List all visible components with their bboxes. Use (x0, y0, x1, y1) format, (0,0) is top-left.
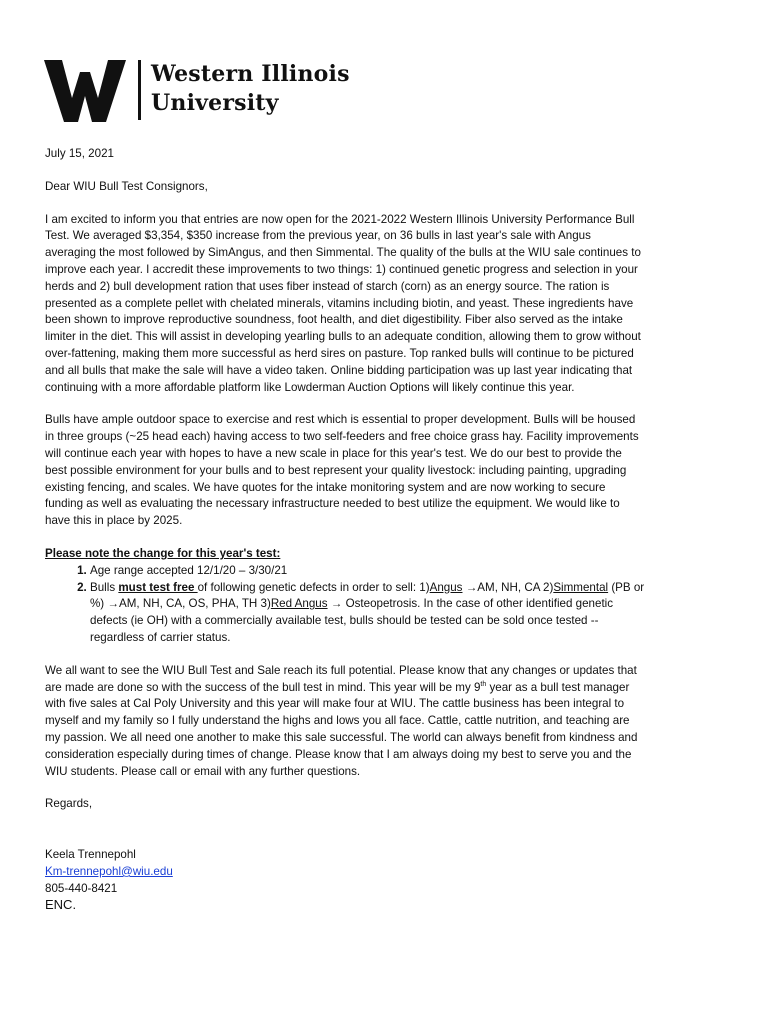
breed-red-angus: Red Angus (270, 597, 328, 611)
university-name-line2: University (151, 90, 279, 116)
signature-block (45, 847, 645, 914)
paragraph-closing (45, 663, 645, 781)
logo-divider (138, 60, 141, 120)
closing-text-1: We all want to see the WIU Bull Test and Sale reach its full potential. Please know that any changes or updates that are made are done so with the success of the bull test in mind. This year will be my 9 (45, 663, 637, 694)
breed-simmental: Simmental (553, 580, 609, 594)
item2-text-3: (PB or %) →AM, NH, CA, OS, PHA, TH 3) (90, 580, 645, 611)
letter-date: July 15, 2021 (45, 147, 114, 160)
closing-text-2: year as a bull test manager with five sales at Cal Poly University and this year will make four at WIU. The cattle business has been integral to myself and my family so I fully understand the highs and lows you all face. Cattle, cattle nutrition, and teaching are my passion. We all need one another to make this sale successful. The world can always benefit from kindness and consideration especially during times of change. Please know that I am always doing my best to serve you and the WIU students. Please call or email with any further questions. (45, 680, 638, 778)
university-logo (44, 60, 350, 122)
letter-salutation: Dear WIU Bull Test Consignors, (45, 179, 208, 193)
breed-angus: Angus (429, 580, 463, 594)
item2-text-1: of following genetic defects in order to sell: 1) (197, 580, 430, 594)
paragraph-entries-open: I am excited to inform you that entries are now open for the 2021-2022 Western Illinois University Performance Bull Test. We averaged $3,354, $350 increase from the previous year, on 36 bulls in last year's sale with Angus averaging the most followed by SimAngus, and then Simmental. The quality of the bulls at the WIU sale continues to improve each year. I accredit these improvements to two things: 1) continued genetic progress and selection in your herds and 2) bull development ration that uses fiber instead of starch (corn) as an energy source. The ration is presented as a complete pellet with chelated minerals, vitamins including biotin, and yeast. These ingredients have been shown to improve reproductive soundness, foot health, and diet digestibility. Fiber also served as the intake limiter in the diet. This will assist in developing yearling bulls to an adequate condition, allowing them to grow without over-fattening, making them more successful as herd sires on pasture. Top ranked bulls will continue to be pictured and all bulls that make the sale will have a video taken. Online bidding participation was up last year indicating that continuing with a more affordable platform like Lowderman Auction Options will likely continue this year. (45, 212, 641, 394)
letter-regards: Regards, (45, 797, 93, 811)
university-name (151, 60, 350, 118)
item2-text-4: → Osteopetrosis. In the case of other identified genetic defects (ie OH) with a commercially available test, bulls should be tested can be sold once tested -- regardless of carrier status. (90, 597, 614, 644)
university-name-line1: Western Illinois (151, 61, 350, 87)
signer-name: Keela Trennepohl (45, 848, 136, 862)
change-item-age-range-text: Age range accepted 12/1/20 – 3/30/21 (90, 563, 288, 577)
signer-email-link[interactable]: Km-trennepohl@wiu.edu (45, 864, 173, 878)
wiu-w-logo-icon (44, 60, 126, 122)
item2-text-2: →AM, NH, CA 2) (462, 580, 554, 594)
change-list (45, 563, 645, 647)
item2-prefix: Bulls (90, 580, 119, 594)
ordinal-suffix: th (480, 680, 487, 688)
change-item-age-range (90, 563, 645, 580)
change-item-genetic-defects (90, 580, 645, 647)
change-notice-heading: Please note the change for this year's test: (45, 546, 281, 560)
paragraph-facilities: Bulls have ample outdoor space to exercise and rest which is essential to proper development. Bulls will be housed in three groups (~25 head each) having access to two self-feeders and free choice grass hay. Facility improvements will continue each year with hopes to have a new scale in place for this year's test. We do our best to provide the best possible environment for your bulls and to best represent your quality livestock: including painting, upgrading existing fencing, and scales. We have quotes for the intake monitoring system and are now working to secure funding as well as evaluating the necessary infrastructure needed to best utilize the equipment. We would like to have this in place by 2025. (45, 413, 639, 528)
signer-phone: 805-440-8421 (45, 881, 118, 895)
must-test-free-emphasis: must test free (118, 580, 198, 594)
letter-body (45, 146, 645, 914)
enclosure-note: ENC. (45, 897, 77, 913)
